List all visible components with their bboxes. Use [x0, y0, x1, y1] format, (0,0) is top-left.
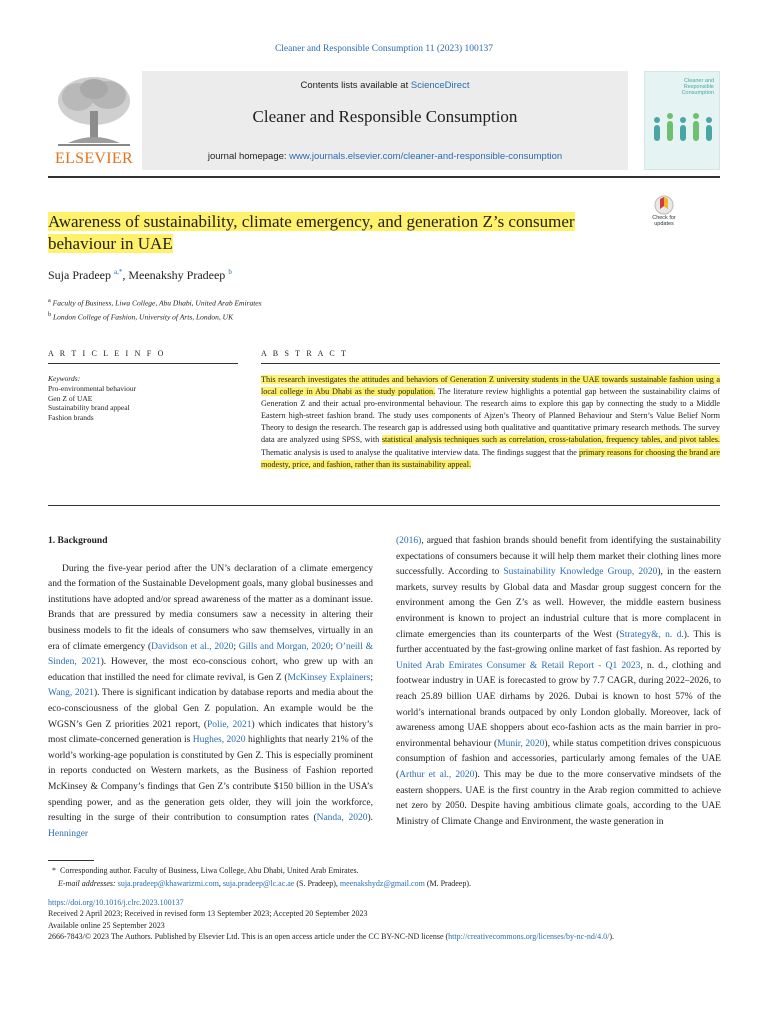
keywords-block [48, 374, 238, 423]
abstract-text-part: The literature review highlights a potential gap between the sustainability claims of Generation Z and their actual pro-environmental behaviour. The research aims to explore this gap by connecting the study to a Middle Eastern high-street fashion brand. The study uses components of Ajzen’s Theory of Planned Behaviour and Stern’s Value Belief Norm Theory to design the research. The research gap is addressed using both qualitative and quantitative primary research methods. The survey data are analyzed using SPSS, with [261, 387, 720, 445]
section-heading: 1. Background [48, 536, 108, 546]
available-online: Available online 25 September 2023 [48, 920, 165, 930]
abstract-highlight: primary reasons for choosing the brand are modesty, price, and fashion, rather than its sustainability appeal. [261, 447, 720, 469]
author-name[interactable]: Suja Pradeep [48, 268, 111, 282]
publication-info [48, 897, 720, 943]
journal-header [48, 71, 628, 170]
body-paragraph [48, 562, 373, 843]
author-list: Suja Pradeep $^{a,*}$, Meenakshy Pradeep $^b$ [48, 268, 232, 282]
license-prefix: 2666-7843/© 2023 The Authors. Published by Elsevier Ltd. This is an open access article under the CC BY-NC-ND license ( [48, 932, 449, 942]
body-text: ) which indicates that history’s most climate-concerned generation is [48, 719, 373, 746]
citation-link[interactable]: Nanda, 2020 [316, 813, 368, 824]
abstract-rule [261, 363, 720, 364]
affiliation [48, 309, 262, 323]
contents-prefix: Contents lists available at [300, 80, 411, 91]
citation-link[interactable]: Wang, 2021 [48, 688, 94, 699]
citation-link[interactable]: Munir, 2020 [497, 738, 545, 749]
check-for-updates-badge[interactable] [644, 195, 684, 231]
journal-title: Cleaner and Responsible Consumption [252, 107, 518, 126]
citation-link[interactable]: Polie, 2021 [207, 719, 252, 730]
citation-link[interactable]: McKinsey Explainers [287, 672, 371, 683]
tree-icon [48, 71, 140, 149]
body-text: ), while status competition drives conspicuous consumption of fashion and accessories, particularly among females of the UAE ( [396, 738, 721, 780]
affiliation-mark: b [48, 310, 52, 318]
email-link[interactable]: suja.pradeep@khawarizmi.com [117, 878, 219, 888]
body-text: ; [370, 672, 374, 683]
body-text: ; [330, 641, 336, 652]
abstract-highlight: This research investigates the attitudes and behaviors of Generation Z university students in the UAE towards sustainable fashion using a local college in Abu Dhabi as the study population. [261, 375, 720, 397]
body-text: During the five-year period after the UN’s declaration of a climate emergency and the formation of the Sustainable Development goals, many global businesses and institutions have adopted and/or spread awareness of the matter as a dominant issue. Brands that are pressured by media consumers saw a necessity in altering their business models to fit the ideals of consumers who saw themselves, virtually in an era of climate emergency ( [48, 563, 373, 652]
article-title [48, 211, 618, 255]
journal-cover-thumbnail[interactable] [644, 71, 720, 170]
email-note: (S. Pradeep), [294, 878, 340, 888]
publisher-name: ELSEVIER [55, 150, 133, 167]
citation-link[interactable]: Strategy&, n. d. [619, 629, 684, 640]
check-updates-icon [653, 195, 675, 215]
affiliation-text: Faculty of Business, Liwa College, Abu Dhabi, United Arab Emirates [52, 298, 262, 308]
author-marks[interactable]: a,* [113, 268, 123, 276]
affiliation [48, 295, 262, 309]
body-text: ). This is further accentuated by the fast-growing online market of fast fashion. As reported by [396, 629, 721, 656]
citation-link[interactable]: Henninger [48, 828, 89, 839]
footnotes [48, 865, 720, 890]
citation-link[interactable]: United Arab Emirates Consumer & Retail Report - Q1 2023 [396, 660, 641, 671]
email-link[interactable]: suja.pradeep@lc.ac.ae [222, 878, 295, 888]
license-statement [48, 931, 720, 942]
homepage-line [142, 151, 628, 162]
citation-link[interactable]: Hughes, 2020 [192, 735, 246, 746]
body-text: ). [367, 813, 373, 824]
abstract-text-part: Thematic analysis is used to analyse the qualitative interview data. The findings suggest that the [261, 447, 579, 457]
elsevier-logo[interactable] [48, 71, 140, 170]
license-suffix: ). [609, 932, 614, 942]
affiliation-text: London College of Fashion, University of Arts, London, UK [53, 312, 234, 321]
keywords-label: Keywords: [48, 374, 81, 383]
body-text: ). This may be due to the more conservative mindsets of the eastern shoppers. UAE is the first country in the Arab region committed to achieve net zero by 2050. Despite having ambitious climate goals, according to the UAE Ministry of Climate Change and Environment, the waste generation in [396, 769, 721, 827]
affiliation-mark: a [48, 297, 51, 304]
abstract-text [261, 374, 720, 471]
keyword[interactable]: Sustainability brand appeal [48, 403, 130, 413]
abstract-heading: A B S T R A C T [261, 349, 349, 358]
body-text: highlights that nearly 21% of the world’s working-age population is constituted by Gen Z. This is especially prominent in reports conducted on Western markets, as the Business of Fashion reported McKinsey & Company’s findings that Gen Z’s contribute $150 billion in the USA’s spending power, and as the generation gets older, they will join the workforce, resulting in the surge of their contribution to consumption rates ( [48, 735, 373, 824]
article-info-rule [48, 363, 238, 364]
body-text: ; [233, 641, 239, 652]
citation-link[interactable]: Sustainability Knowledge Group, 2020 [503, 567, 658, 578]
homepage-link[interactable]: www.journals.elsevier.com/cleaner-and-responsible-consumption [289, 151, 563, 162]
corresponding-author-note [48, 865, 720, 878]
people-figures-icon [651, 110, 715, 148]
abstract-bottom-rule [48, 505, 720, 506]
author-marks[interactable]: b [228, 268, 232, 276]
keyword[interactable]: Gen Z of UAE [48, 393, 93, 403]
body-text: ), in the eastern markets, survey results by Global data and Masdar group suggest concern for the environment among the Gen Z’s as well. However, the middle eastern business environment is known to project an industrial culture that is more complacent in climate emergencies than its counterparts of the West ( [396, 567, 721, 640]
citation-link[interactable]: O’neill & Sinden, 2021 [48, 641, 373, 668]
body-text: ). However, the most eco-conscious cohort, who grew up with an education that instilled the need for climate revival, is Gen Z ( [48, 657, 373, 683]
body-text: , argued that fashion brands should benefit from identifying the sustainability expectations of consumers because it will help them market their clothing lines more successfully. According to [396, 536, 721, 578]
citation-link[interactable]: Gills and Morgan, 2020 [238, 641, 331, 652]
doi-link[interactable]: https://doi.org/10.1016/j.clrc.2023.100137 [48, 898, 184, 907]
sciencedirect-link[interactable]: ScienceDirect [410, 80, 470, 91]
journal-reference[interactable]: Cleaner and Responsible Consumption 11 (2023) 100137 [274, 44, 494, 54]
affiliations [48, 295, 262, 322]
footnote-rule [48, 860, 94, 861]
email-label: E-mail addresses: [58, 878, 116, 888]
homepage-prefix: journal homepage: [207, 151, 290, 162]
email-line: E-mail addresses: suja.pradeep@khawarizmi.com, suja.pradeep@lc.ac.ae (S. Pradeep), meenakshydz@gmail.com (M. Pradeep). [58, 878, 472, 888]
email-note: (M. Pradeep). [424, 878, 472, 888]
check-updates-label: Check for updates [652, 215, 676, 227]
keyword[interactable]: Pro-environmental behaviour [48, 383, 137, 393]
article-title-text: Awareness of sustainability, climate emergency, and generation Z’s consumer behaviour in UAE [48, 212, 575, 253]
cover-title: Cleaner and Responsible Consumption [681, 78, 714, 96]
header-gray-band [142, 71, 628, 170]
email-link[interactable]: meenakshydz@gmail.com [339, 878, 425, 888]
citation-link[interactable]: (2016) [396, 536, 422, 546]
contents-line [142, 80, 628, 91]
received-dates: Received 2 April 2023; Received in revised form 13 September 2023; Accepted 20 September 2023 [48, 909, 368, 919]
body-text: , n. d., clothing and footwear industry in UAE is forecasted to grow by 7.7 CAGR, during 2022–2026, to reach 25.89 billion UAE dirhams by 2026. Dubai is known to host 57% of the world’s international brands outpaced by only London globally. Moreover, lack of awareness among UAE shoppers about eco-fashion acts as the main barrier in pro-environmental behaviour ( [396, 660, 721, 749]
body-text: ). There is significant indication by database reports and media about the eco-consciousness of the global Gen Z population. An example would be the WGSN’s Gen Z priorities 2021 report, ( [48, 688, 373, 730]
citation-link[interactable]: Arthur et al., 2020 [399, 769, 475, 780]
abstract-highlight: statistical analysis techniques such as correlation, cross-tabulation, frequency tables, and pivot tables. [381, 435, 720, 445]
author-name[interactable]: Meenakshy Pradeep [128, 268, 226, 282]
license-link[interactable]: http://creativecommons.org/licenses/by-nc-nd/4.0/ [448, 932, 610, 942]
body-paragraph [396, 534, 721, 830]
keyword[interactable]: Fashion brands [48, 413, 94, 423]
body-column-left [48, 534, 373, 842]
corresponding-author-text: Corresponding author. Faculty of Business, Liwa College, Abu Dhabi, United Arab Emirates. [60, 866, 359, 875]
header-rule [48, 176, 720, 178]
citation-link[interactable]: Davidson et al., 2020 [151, 641, 234, 652]
article-info-heading: A R T I C L E I N F O [48, 349, 166, 358]
body-column-right [396, 534, 721, 830]
footnote-mark: * [52, 866, 56, 875]
